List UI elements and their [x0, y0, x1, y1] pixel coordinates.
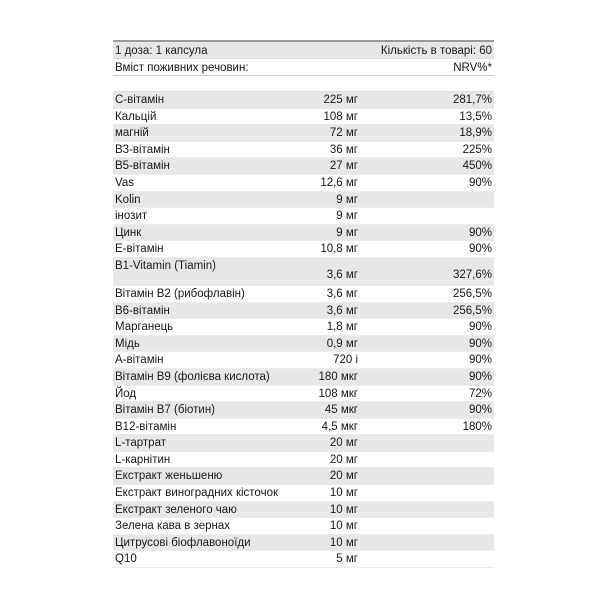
nutrient-name: B3-вітамін	[115, 143, 170, 156]
nutrient-amount: 3,6 мг	[326, 287, 358, 300]
table-row	[113, 518, 494, 535]
nutrient-name: Цинк	[115, 226, 142, 239]
nutrient-nrv: 256,5%	[452, 304, 492, 317]
quantity-label: Кількість в товарі: 60	[380, 45, 492, 57]
nutrient-nrv: 90%	[468, 243, 492, 256]
nutrient-amount: 720 і	[333, 354, 358, 367]
table-row	[113, 241, 494, 258]
nutrient-amount: 108 мкг	[318, 387, 358, 400]
nutrient-name: E-вітамін	[115, 243, 164, 256]
nutrient-nrv: 327,6%	[452, 268, 492, 281]
nutrient-name: Екстракт зеленого чаю	[115, 503, 237, 516]
nutrient-amount: 10 мг	[329, 536, 358, 549]
nutrient-amount: 225 мг	[323, 94, 358, 106]
table-row	[113, 386, 494, 403]
nutrient-amount: 12,6 мг	[320, 176, 358, 189]
nutrient-rows	[113, 92, 494, 568]
nutrient-nrv: 90%	[468, 226, 492, 239]
nutrient-name: Q10	[115, 553, 137, 566]
table-row	[113, 158, 494, 175]
nutrient-amount: 72 мг	[329, 127, 358, 140]
nutrient-amount: 20 мг	[329, 470, 358, 483]
nutrient-amount: 5 мг	[336, 553, 358, 566]
nutrient-nrv: 13,5%	[459, 110, 492, 123]
nutrient-name: B1-Vitamin (Tiamin)	[115, 259, 216, 272]
table-row	[113, 402, 494, 419]
nutrient-name: Екстракт виноградних кісточок	[115, 487, 278, 500]
nutrient-name: L-тартрат	[115, 437, 166, 450]
nutrient-amount: 3,6 мг	[326, 268, 358, 281]
nutrient-amount: 9 мг	[336, 226, 358, 239]
nutrient-nrv: 450%	[462, 160, 492, 173]
table-row	[113, 319, 494, 336]
nutrient-amount: 10,8 мг	[320, 243, 358, 256]
dose-label: 1 доза: 1 капсула	[115, 45, 208, 57]
table-row	[113, 192, 494, 209]
nutrient-name: C-вітамін	[115, 94, 165, 106]
content-header	[113, 58, 494, 76]
table-row	[113, 336, 494, 353]
nutrient-name: Цитрусові біофлавоноїди	[115, 536, 251, 549]
nutrient-nrv: 90%	[468, 370, 492, 383]
nutrient-amount: 10 мг	[329, 520, 358, 533]
nutrient-name: Vas	[115, 176, 134, 189]
nutrient-nrv: 90%	[468, 337, 492, 350]
nutrient-name: B5-вітамін	[115, 160, 170, 173]
table-row	[113, 92, 494, 109]
nutrient-amount: 3,6 мг	[326, 304, 358, 317]
nutrient-amount: 9 мг	[336, 193, 358, 206]
nutrient-amount: 0,9 мг	[326, 337, 358, 350]
nutrient-name: Зелена кава в зернах	[115, 520, 230, 533]
content-label: Вміст поживних речовин:	[115, 62, 249, 74]
nutrient-amount: 20 мг	[329, 437, 358, 450]
nutrient-amount: 45 мкг	[324, 404, 358, 417]
nutrient-nrv: 18,9%	[459, 127, 492, 140]
table-row	[113, 551, 494, 568]
table-row	[113, 109, 494, 126]
nutrient-nrv: 90%	[468, 354, 492, 367]
nutrient-name: A-вітамін	[115, 354, 164, 367]
nutrient-name: L-карнітин	[115, 453, 171, 466]
nutrient-nrv: 225%	[462, 143, 492, 156]
nutrient-nrv: 90%	[468, 176, 492, 189]
nutrient-name: Вітамін B2 (рибофлавін)	[115, 287, 245, 300]
header-spacer	[113, 76, 494, 92]
nutrient-amount: 10 мг	[329, 487, 358, 500]
nutrient-nrv: 90%	[468, 321, 492, 334]
nutrient-nrv: 281,7%	[452, 94, 492, 106]
nutrient-amount: 36 мг	[329, 143, 358, 156]
nutrient-amount: 27 мг	[329, 160, 358, 173]
nutrient-nrv: 90%	[468, 404, 492, 417]
nutrient-nrv: 180%	[462, 420, 492, 433]
nutrient-amount: 1,8 мг	[326, 321, 358, 334]
nutrient-nrv: 256,5%	[452, 287, 492, 300]
nutrient-name: Мідь	[115, 337, 140, 350]
nutrient-amount: 108 мг	[323, 110, 358, 123]
table-row	[113, 369, 494, 386]
nutrient-name: Йод	[115, 387, 137, 400]
nutrient-name: Марганець	[115, 321, 174, 334]
nutrient-name: Kolin	[115, 193, 141, 206]
table-row	[113, 125, 494, 142]
table-row	[113, 535, 494, 552]
nutrient-amount: 4,5 мкг	[321, 420, 358, 433]
table-row	[113, 452, 494, 469]
table-row	[113, 208, 494, 225]
table-row	[113, 468, 494, 485]
serving-header	[113, 40, 494, 58]
nutrient-amount: 10 мг	[329, 503, 358, 516]
nutrient-name: Вітамін B9 (фолієва кислота)	[115, 370, 270, 383]
nutrient-amount: 20 мг	[329, 453, 358, 466]
table-row	[113, 258, 494, 286]
table-row	[113, 225, 494, 242]
table-row	[113, 303, 494, 320]
table-row	[113, 419, 494, 436]
table-row	[113, 175, 494, 192]
table-row	[113, 435, 494, 452]
table-row	[113, 142, 494, 159]
nutrient-amount: 9 мг	[336, 210, 358, 223]
nutrient-name: Екстракт женьшеню	[115, 470, 223, 483]
table-row	[113, 286, 494, 303]
nutrient-name: B6-вітамін	[115, 304, 170, 317]
nutrient-name: інозит	[115, 210, 148, 223]
nrv-label: NRV%*	[453, 62, 492, 74]
nutrition-table	[113, 40, 494, 568]
nutrient-amount: 180 мкг	[318, 370, 358, 383]
nutrient-nrv: 72%	[468, 387, 492, 400]
table-row	[113, 485, 494, 502]
table-row	[113, 352, 494, 369]
nutrient-name: Кальцій	[115, 110, 157, 123]
nutrient-name: B12-вітамін	[115, 420, 177, 433]
nutrient-name: магній	[115, 127, 149, 140]
table-row	[113, 502, 494, 519]
nutrient-name: Вітамін B7 (біотин)	[115, 404, 216, 417]
